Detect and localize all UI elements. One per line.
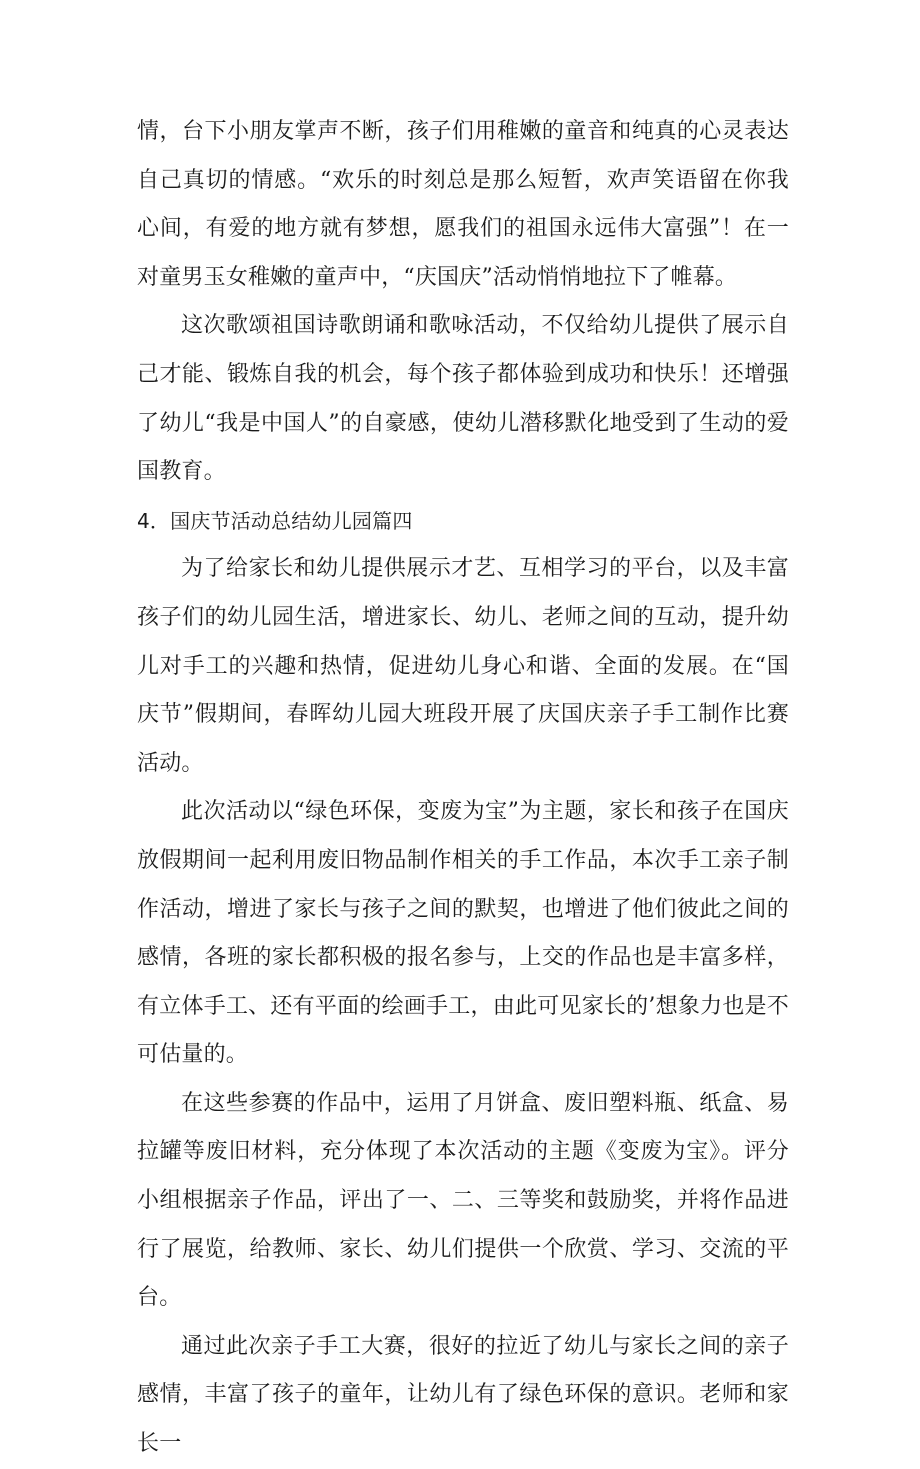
- paragraph-event-purpose: 为了给家长和幼儿提供展示才艺、互相学习的平台，以及丰富孩子们的幼儿园生活，增进家长、幼儿、老师之间的互动，提升幼儿对手工的兴趣和热情，促进幼儿身心和谐、全面的发展。在“国庆节”假期间，春晖幼儿园大班段开展了庆国庆亲子手工制作比赛活动。: [137, 556, 789, 776]
- paragraph-event-theme: 此次活动以“绿色环保，变废为宝”为主题，家长和孩子在国庆放假期间一起利用废旧物品制作相关的手工作品，本次手工亲子制作活动，增进了家长与孩子之间的默契，也增进了他们彼此之间的感情，各班的家长都积极的报名参与，上交的作品也是丰富多样，有立体手工、还有平面的绘画手工，由此可见家长的’想象力也是不可估量的。: [137, 799, 789, 1068]
- document-body: [137, 108, 789, 1469]
- paragraph-entries-and-awards: 在这些参赛的作品中，运用了月饼盒、废旧塑料瓶、纸盒、易拉罐等废旧材料，充分体现了本次活动的主题《变废为宝》。评分小组根据亲子作品，评出了一、二、三等奖和鼓励奖，并将作品进行了展览，给教师、家长、幼儿们提供一个欣赏、学习、交流的平台。: [137, 1090, 789, 1311]
- section-heading: 4．国庆节活动总结幼儿园篇四: [137, 508, 413, 533]
- paragraph-poetry-activity-summary: 这次歌颂祖国诗歌朗诵和歌咏活动，不仅给幼儿提供了展示自己才能、锻炼自我的机会，每个孩子都体验到成功和快乐！还增强了幼儿“我是中国人”的自豪感，使幼儿潜移默化地受到了生动的爱国教育。: [137, 313, 789, 485]
- paragraph-continuation: 情，台下小朋友掌声不断，孩子们用稚嫩的童音和纯真的心灵表达自己真切的情感。“欢乐的时刻总是那么短暂，欢声笑语留在你我心间，有爱的地方就有梦想，愿我们的祖国永远伟大富强”！在一对童男玉女稚嫩的童声中，“庆国庆”活动悄悄地拉下了帷幕。: [137, 119, 789, 290]
- paragraph-conclusion: 通过此次亲子手工大赛，很好的拉近了幼儿与家长之间的亲子感情，丰富了孩子的童年，让幼儿有了绿色环保的意识。老师和家长一: [137, 1333, 789, 1457]
